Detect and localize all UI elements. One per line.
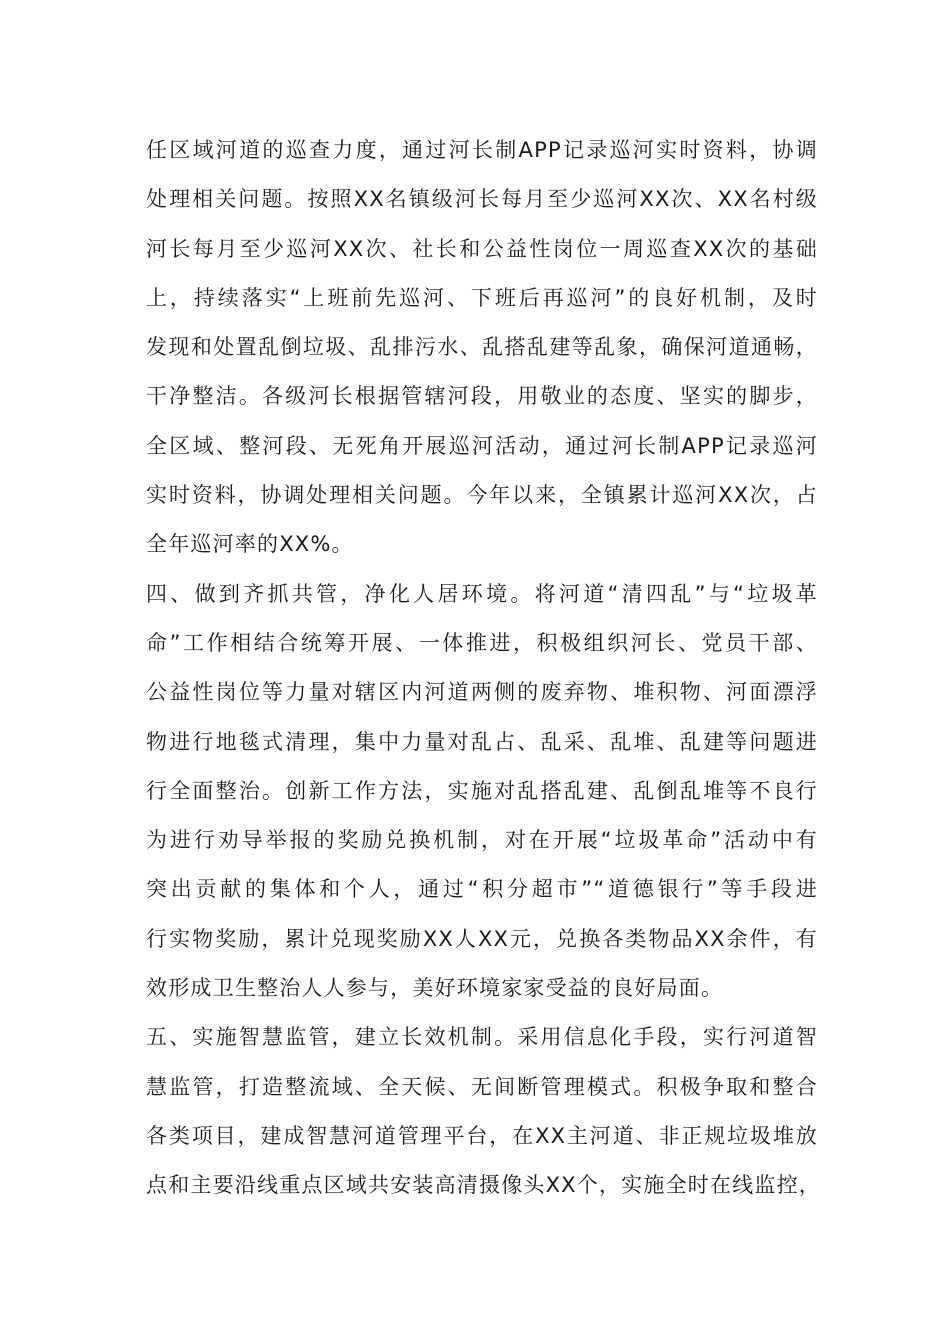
text-line: 处理相关问题。按照XX名镇级河长每月至少巡河XX次、XX名村级 [146, 187, 818, 212]
paragraph-end-line: 效形成卫生整治人人参与，美好环境家家受益的良好局面。 [146, 976, 724, 1001]
text-line: 河长每月至少巡河XX次、社长和公益性岗位一周巡查XX次的基础 [146, 236, 818, 261]
text-line: 行全面整治。创新工作方法，实施对乱搭乱建、乱倒乱堆等不良行 [146, 778, 818, 803]
text-line: 全区域、整河段、无死角开展巡河活动，通过河长制APP记录巡河 [146, 433, 818, 458]
text-line: 各类项目，建成智慧河道管理平台，在XX主河道、非正规垃圾堆放 [146, 1123, 818, 1148]
text-line: 为进行劝导举报的奖励兑换机制，对在开展“垃圾革命”活动中有 [146, 828, 818, 853]
text-line: 五、实施智慧监管，建立长效机制。采用信息化手段，实行河道智 [146, 1025, 818, 1050]
text-line: 点和主要沿线重点区域共安装高清摄像头XX个，实施全时在线监控， [146, 1173, 821, 1198]
body-text [146, 126, 821, 1211]
text-line: 命”工作相结合统筹开展、一体推进，积极组织河长、党员干部、 [146, 630, 818, 655]
text-line: 行实物奖励，累计兑现奖励XX人XX元，兑换各类物品XX余件，有 [146, 926, 818, 951]
text-line: 发现和处置乱倒垃圾、乱排污水、乱搭乱建等乱象，确保河道通畅， [146, 335, 818, 360]
text-line: 干净整洁。各级河长根据管辖河段，用敬业的态度、坚实的脚步， [146, 384, 818, 409]
text-line: 突出贡献的集体和个人，通过“积分超市”“道德银行”等手段进 [146, 877, 818, 902]
text-line: 慧监管，打造整流域、全天候、无间断管理模式。积极争取和整合 [146, 1074, 818, 1099]
text-line: 实时资料，协调处理相关问题。今年以来，全镇累计巡河XX次，占 [146, 483, 818, 508]
text-line: 上，持续落实“上班前先巡河、下班后再巡河”的良好机制，及时 [146, 285, 818, 310]
text-line: 公益性岗位等力量对辖区内河道两侧的废弃物、堆积物、河面漂浮 [146, 680, 818, 705]
paragraph-end-line: 全年巡河率的XX%。 [146, 532, 354, 557]
text-line: 四、做到齐抓共管，净化人居环境。将河道“清四乱”与“垃圾革 [146, 581, 818, 606]
text-line: 物进行地毯式清理，集中力量对乱占、乱采、乱堆、乱建等问题进 [146, 729, 818, 754]
text-line: 任区域河道的巡查力度，通过河长制APP记录巡河实时资料，协调 [146, 138, 818, 162]
